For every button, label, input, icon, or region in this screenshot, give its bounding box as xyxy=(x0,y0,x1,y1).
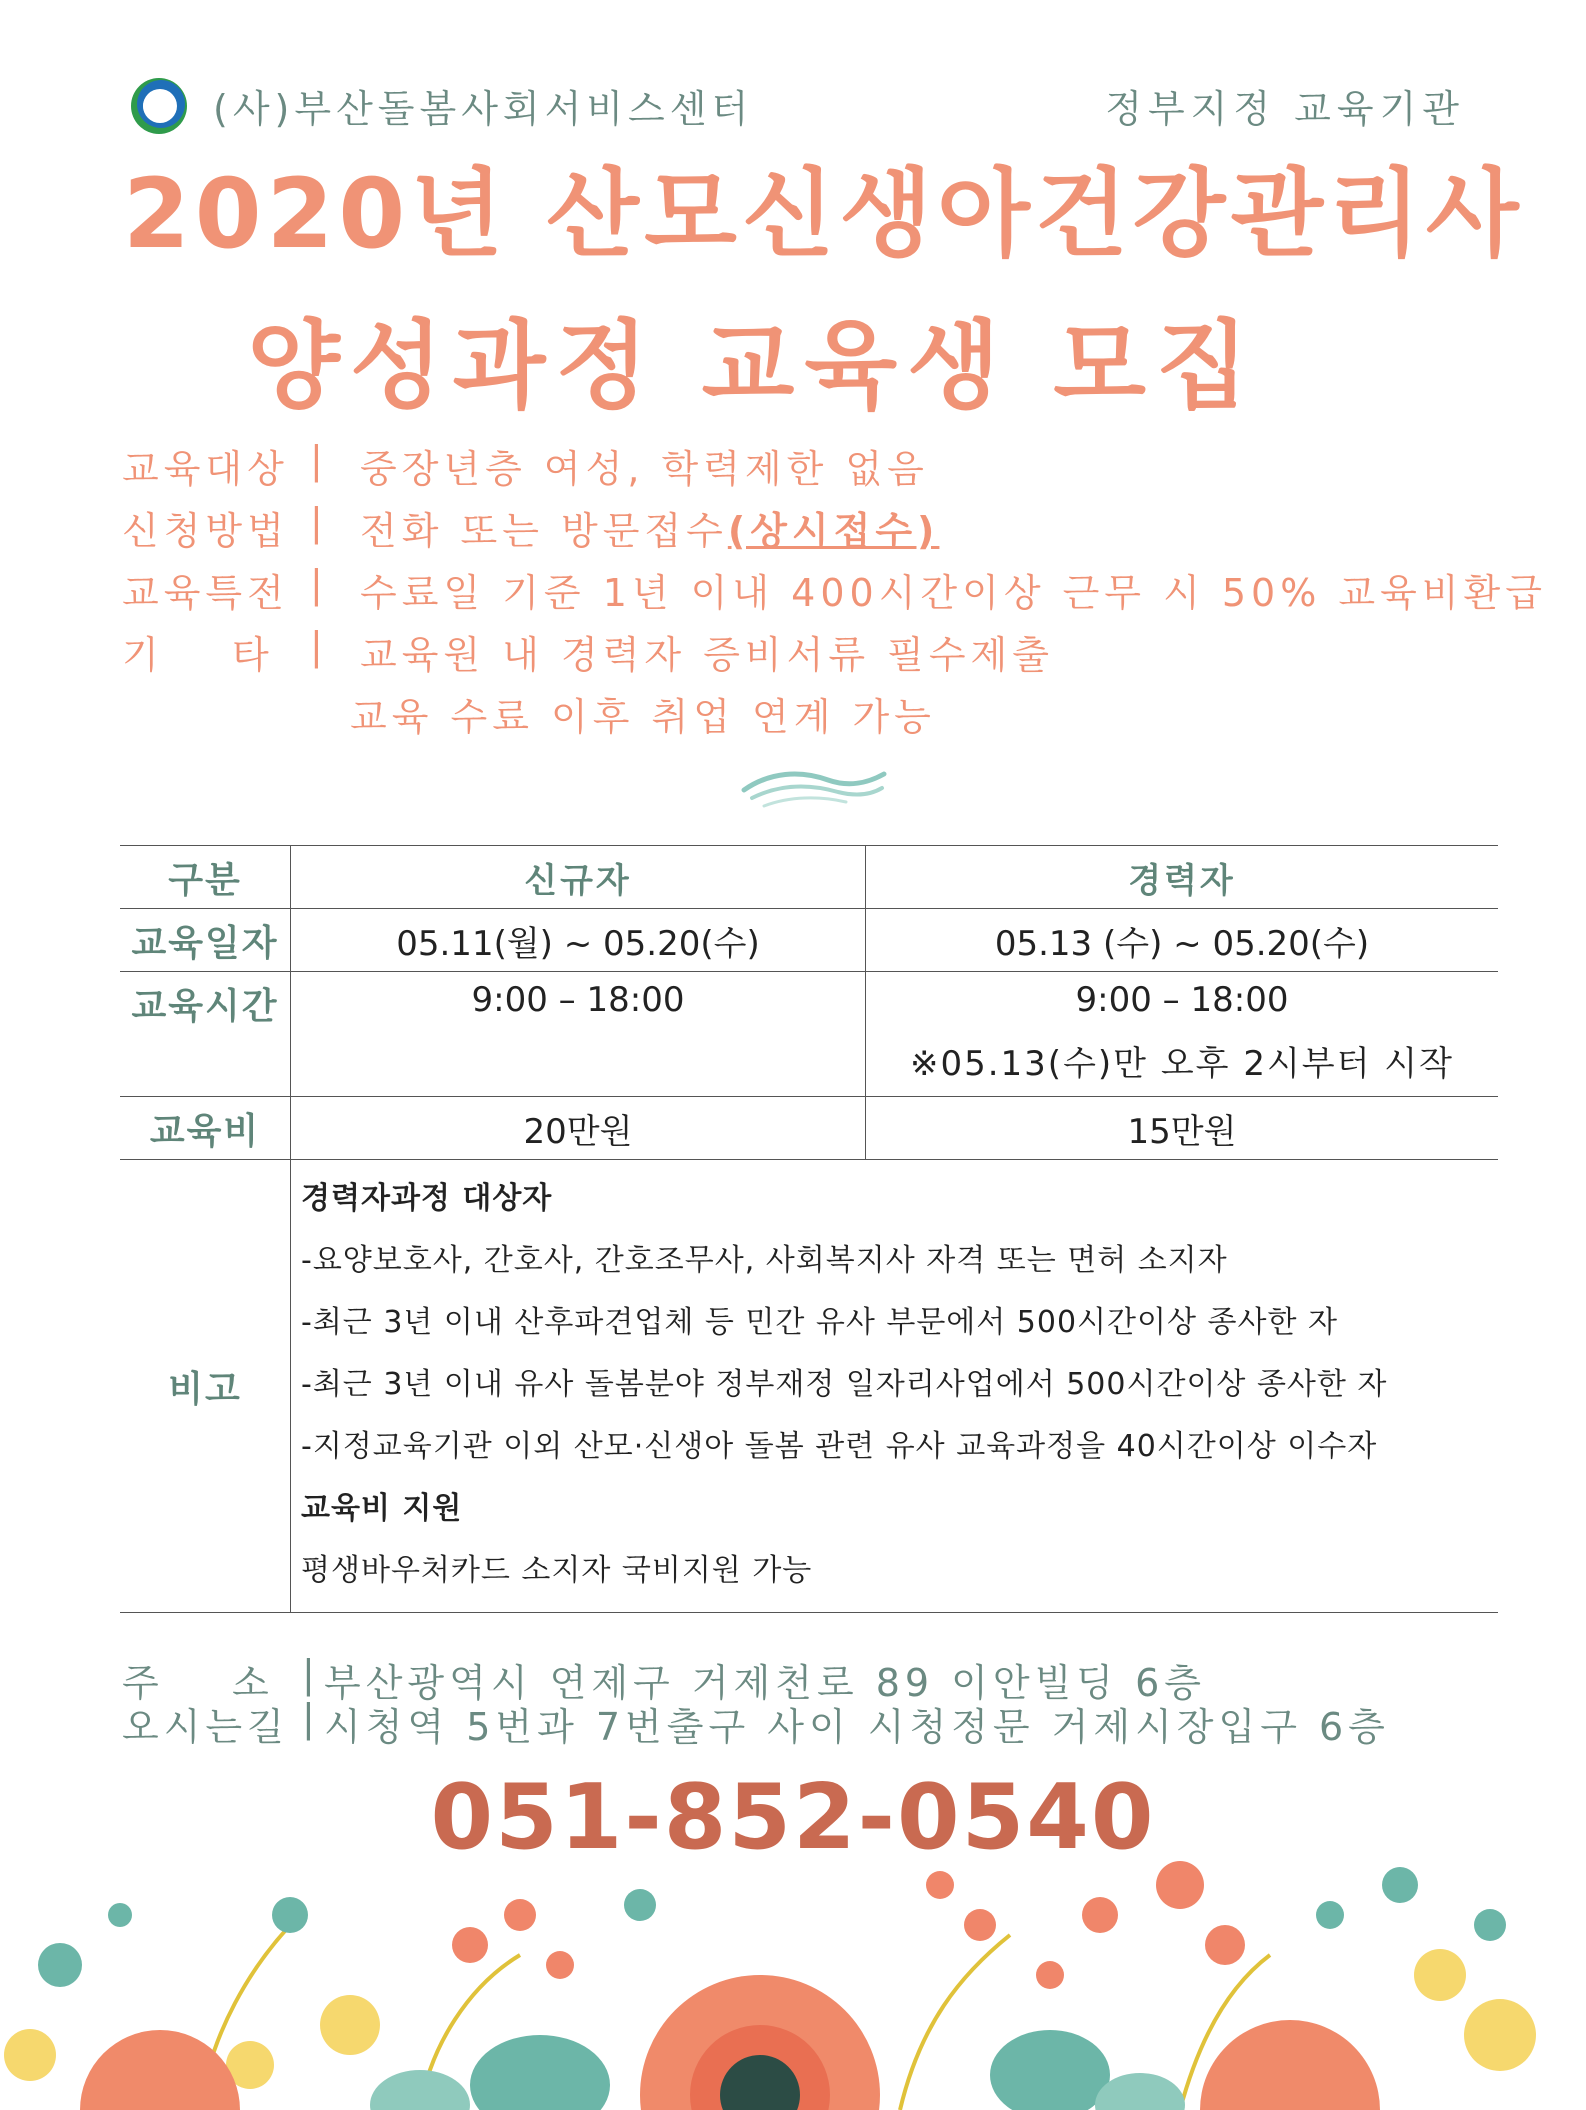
info-value: 수료일 기준 1년 이내 400시간이상 근무 시 50% 교육비환급 xyxy=(360,571,1547,615)
remark-line: -요양보호사, 간호사, 간호조무사, 사회복지사 자격 또는 면허 소지자 xyxy=(301,1243,1228,1278)
info-label: 교육특전 xyxy=(122,571,289,615)
info-row-target xyxy=(122,438,1522,500)
remark-line: -최근 3년 이내 산후파견업체 등 민간 유사 부문에서 500시간이상 종사한 자 xyxy=(301,1305,1338,1340)
table-row-dates xyxy=(120,909,1498,972)
cell-new-hours xyxy=(291,972,866,1097)
cell-new-dates: 05.11(월) ~ 05.20(수) xyxy=(291,909,866,972)
info-value xyxy=(360,500,939,555)
info-label: 교육대상 xyxy=(122,447,289,491)
cell-new-hours-text: 9:00 – 18:00 xyxy=(471,980,685,1020)
cell-experienced-hours-text: 9:00 – 18:00 xyxy=(1075,980,1289,1020)
info-row-apply xyxy=(122,500,1522,562)
remark-line: -지정교육기관 이외 산모·신생아 돌봄 관련 유사 교육과정을 40시간이상 이수자 xyxy=(301,1429,1378,1464)
info-row-other xyxy=(122,624,1522,686)
header-cell-new: 신규자 xyxy=(291,846,866,909)
info-label: 기 타 xyxy=(122,633,274,677)
info-value-emphasis: (상시접수) xyxy=(727,509,940,553)
flower-decoration xyxy=(0,1855,1586,2110)
cell-experienced-dates: 05.13 (수) ~ 05.20(수) xyxy=(866,909,1499,972)
schedule-table xyxy=(120,845,1498,1613)
footer-directions-label: 오시는길 xyxy=(122,1705,289,1749)
organization-name: (사)부산돌봄사회서비스센터 xyxy=(213,87,754,131)
info-row-other-continued xyxy=(122,686,1522,748)
row-label-hours-text: 교육시간 xyxy=(131,986,279,1027)
title-line-2: 양성과정 교육생 모집 xyxy=(247,310,1259,422)
designation-label: 정부지정 교육기관 xyxy=(1105,87,1465,131)
footer-address-row xyxy=(122,1652,1522,1705)
footer-address-value: 부산광역시 연제구 거제천로 89 이안빌딩 6층 xyxy=(324,1661,1206,1705)
remark-line: 교육비 지원 xyxy=(301,1491,463,1526)
info-separator: | xyxy=(310,438,328,482)
row-label-remarks: 비고 xyxy=(120,1160,291,1613)
cell-experienced-hours-note: ※05.13(수)만 오후 2시부터 시작 xyxy=(909,1044,1454,1084)
cell-experienced-fee: 15만원 xyxy=(866,1097,1499,1160)
table-header-row xyxy=(120,846,1498,909)
remark-line: 평생바우처카드 소지자 국비지원 가능 xyxy=(301,1553,813,1588)
table-row-remarks xyxy=(120,1160,1498,1613)
cell-experienced-hours xyxy=(866,972,1499,1097)
header-cell-experienced: 경력자 xyxy=(866,846,1499,909)
info-value-text: 전화 또는 방문접수 xyxy=(360,509,728,553)
footer-separator: | xyxy=(302,1696,320,1740)
footer-directions-row xyxy=(122,1696,1522,1749)
remark-line: 경력자과정 대상자 xyxy=(301,1181,553,1216)
row-label-hours xyxy=(120,972,291,1097)
info-value: 교육원 내 경력자 증비서류 필수제출 xyxy=(360,633,1054,677)
footer-directions-value: 시청역 5번과 7번출구 사이 시청정문 거제시장입구 6층 xyxy=(324,1705,1390,1749)
footer-address-label: 주 소 xyxy=(122,1661,274,1705)
row-label-fee: 교육비 xyxy=(120,1097,291,1160)
info-section xyxy=(122,438,1547,748)
cell-remarks xyxy=(291,1160,1499,1613)
phone-number: 051-852-0540 xyxy=(430,1765,1156,1870)
header xyxy=(125,72,1465,132)
organization-logo xyxy=(129,76,189,136)
info-separator: | xyxy=(310,624,328,668)
footer-separator: | xyxy=(302,1652,320,1696)
footer-contact xyxy=(122,1652,1522,1749)
info-value: 교육 수료 이후 취업 연계 가능 xyxy=(350,695,936,739)
info-label: 신청방법 xyxy=(122,509,289,553)
remark-line: -최근 3년 이내 유사 돌봄분야 정부재정 일자리사업에서 500시간이상 종사한 자 xyxy=(301,1367,1388,1402)
wave-ornament xyxy=(740,752,888,812)
info-separator: | xyxy=(310,562,328,606)
table-row-fee xyxy=(120,1097,1498,1160)
header-cell-category: 구분 xyxy=(120,846,291,909)
info-row-benefit xyxy=(122,562,1547,624)
title-line-1: 2020년 산모신생아건강관리사 xyxy=(123,158,1524,270)
table-row-hours xyxy=(120,972,1498,1097)
info-value: 중장년층 여성, 학력제한 없음 xyxy=(360,447,929,491)
cell-new-fee: 20만원 xyxy=(291,1097,866,1160)
row-label-dates: 교육일자 xyxy=(120,909,291,972)
info-separator: | xyxy=(310,500,328,544)
